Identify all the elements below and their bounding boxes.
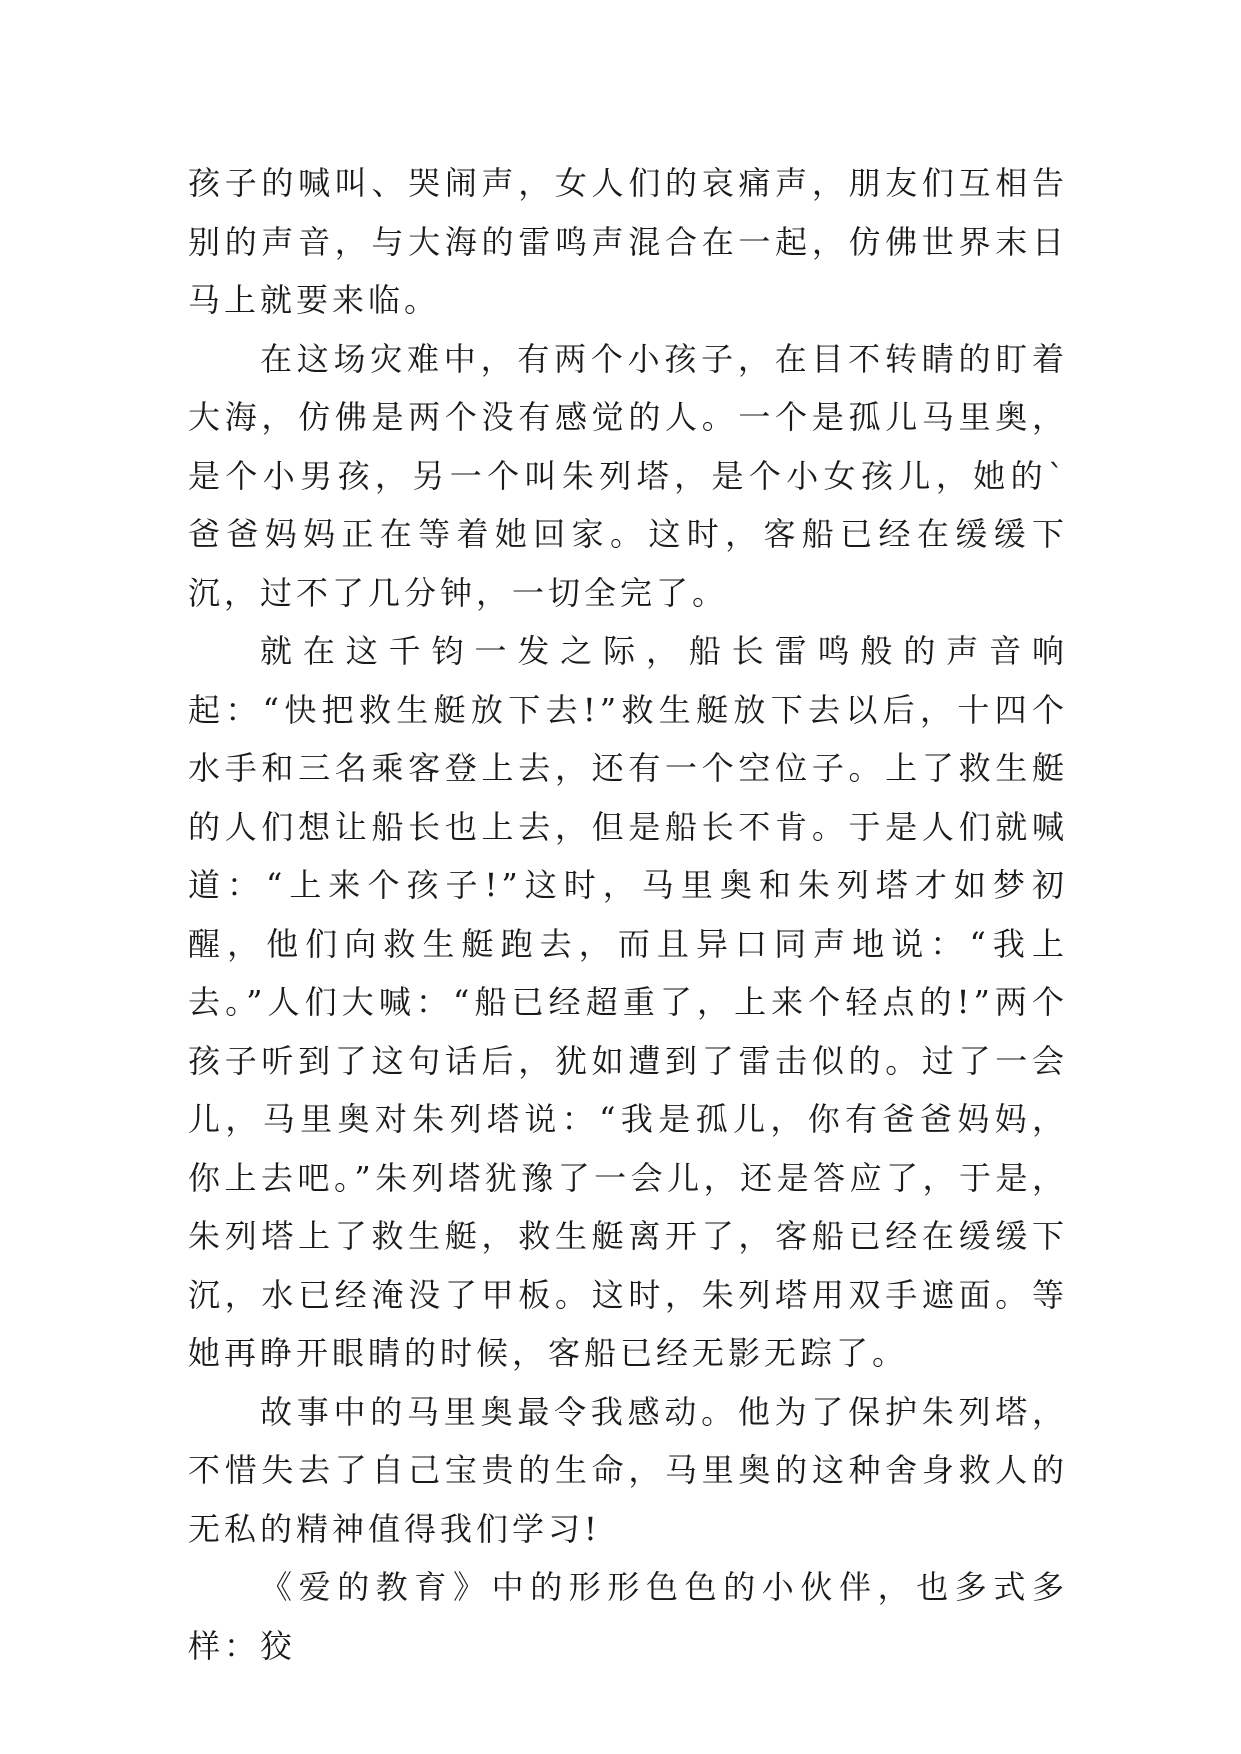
paragraph-5: 《爱的教育》中的形形色色的小伙伴，也多式多样：狡 xyxy=(188,1568,1068,1665)
document-body xyxy=(188,154,1068,1675)
paragraph-4: 故事中的马里奥最令我感动。他为了保护朱列塔，不惜失去了自己宝贵的生命，马里奥的这种舍身救人的无私的精神值得我们学习! xyxy=(188,1392,1068,1548)
paragraph-1: 孩子的喊叫、哭闹声，女人们的哀痛声，朋友们互相告别的声音，与大海的雷鸣声混合在一起，仿佛世界末日马上就要来临。 xyxy=(188,164,1068,319)
paragraph-2: 在这场灾难中，有两个小孩子，在目不转睛的盯着大海，仿佛是两个没有感觉的人。一个是孤儿马里奥，是个小男孩，另一个叫朱列塔，是个小女孩儿，她的`爸爸妈妈正在等着她回家。这时，客船已经在缓缓下沉，过不了几分钟，一切全完了。 xyxy=(188,339,1068,612)
paragraph-3: 就在这千钧一发之际，船长雷鸣般的声音响起：“快把救生艇放下去!”救生艇放下去以后，十四个水手和三名乘客登上去，还有一个空位子。上了救生艇的人们想让船长也上去，但是船长不肯。于是人们就喊道：“上来个孩子!”这时，马里奥和朱列塔才如梦初醒，他们向救生艇跑去，而且异口同声地说：“我上去。”人们大喊：“船已经超重了，上来个轻点的!”两个孩子听到了这句话后，犹如遭到了雷击似的。过了一会儿，马里奥对朱列塔说：“我是孤儿，你有爸爸妈妈，你上去吧。”朱列塔犹豫了一会儿，还是答应了，于是，朱列塔上了救生艇，救生艇离开了，客船已经在缓缓下沉，水已经淹没了甲板。这时，朱列塔用双手遮面。等她再睁开眼睛的时候，客船已经无影无踪了。 xyxy=(188,632,1068,1372)
